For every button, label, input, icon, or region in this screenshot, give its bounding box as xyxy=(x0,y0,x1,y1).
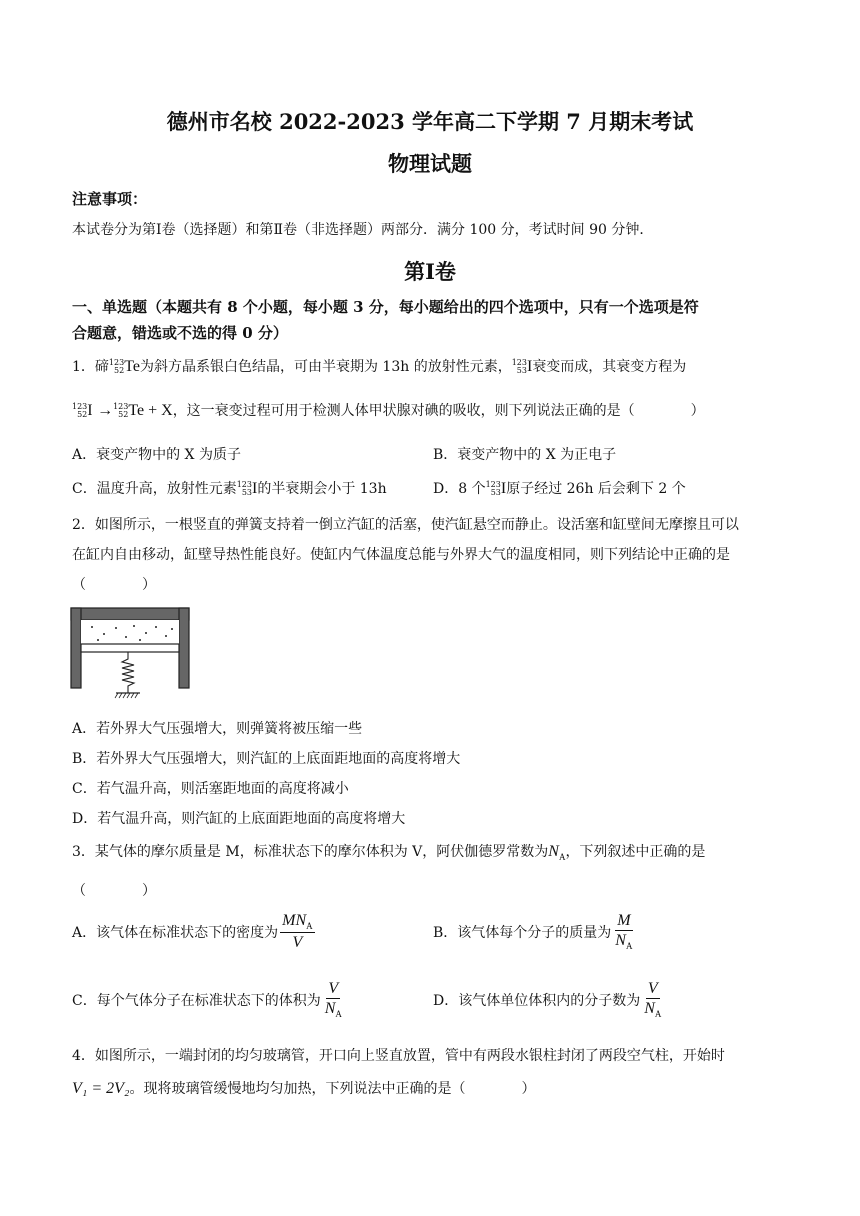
decay-arrow: → xyxy=(97,402,114,419)
q1-option-a: A．衰变产物中的 X 为质子 xyxy=(72,447,241,463)
i-nuclide: 123 53 xyxy=(511,358,527,375)
q2-option-a: A．若外界大气压强增大，则弹簧将被压缩一些 xyxy=(72,721,363,737)
q2-option-b: B．若外界大气压强增大，则汽缸的上底面距地面的高度将增大 xyxy=(72,751,461,767)
section-heading-line1: 一、单选题（本题共有 8 个小题，每小题 3 分，每小题给出的四个选项中，只有一个选项是符 xyxy=(72,298,699,316)
eq-i-nuclide: 123 52 xyxy=(72,402,88,419)
q2-option-c: C．若气温升高，则活塞距地面的高度将减小 xyxy=(72,781,349,797)
exam-subtitle: 物理试题 xyxy=(388,151,472,176)
q2-option-d: D．若气温升高，则汽缸的上底面距地面的高度将增大 xyxy=(72,811,406,827)
q4-line1: 4．如图所示，一端封闭的均匀玻璃管，开口向上竖直放置，管中有两段水银柱封闭了两段空气柱，开始时 xyxy=(72,1048,725,1064)
q1-text-d: ，这一衰变过程可用于检测人体甲状腺对碘的吸收，则下列说法正确的是（ ） xyxy=(172,403,705,419)
q1-line2 xyxy=(72,400,796,420)
q2-line2: 在缸内自由移动，缸壁导热性能良好。使缸内气体温度总能与外界大气的温度相同，则下列结论中正确的是 xyxy=(72,547,730,563)
q1-option-b: B．衰变产物中的 X 为正电子 xyxy=(433,447,617,463)
q1-text-a: 1．碲 xyxy=(72,359,109,375)
notice-text: 本试卷分为第Ⅰ卷（选择题）和第Ⅱ卷（非选择题）两部分．满分 100 分，考试时间 90 分钟． xyxy=(72,222,654,238)
section-heading-line2: 合题意，错选或不选的得 0 分） xyxy=(72,324,288,342)
mass-fraction: $\frac{M}{N_A}$ xyxy=(615,912,633,952)
eq-i-symbol: I xyxy=(87,402,93,419)
q1-text-c: 衰变而成，其衰变方程为 xyxy=(532,359,687,375)
q3-option-b: B．该气体每个分子的质量为 $\frac{M}{N_A}$ xyxy=(433,912,633,952)
q1-text-b: 为斜方晶系银白色结晶，可由半衰期为 13h 的放射性元素， xyxy=(139,359,512,375)
te-nuclide: 123 52 xyxy=(108,358,125,375)
cylinder-spring-figure xyxy=(70,607,196,705)
exam-title: 德州市名校 2022-2023 学年高二下学期 7 月期末考试 xyxy=(166,109,694,134)
q3-line1: 3．某气体的摩尔质量是 M，标准状态下的摩尔体积为 V，阿伏伽德罗常数为$N_A$，下列叙述中正确的是 xyxy=(72,843,706,863)
q1-line1 xyxy=(72,356,796,376)
q3-line2: （ ） xyxy=(72,883,156,899)
i-symbol: I xyxy=(526,358,533,375)
q3-option-c: C．每个气体分子在标准状态下的体积为 $\frac{V}{N_A}$ xyxy=(72,980,342,1020)
te-symbol: Te xyxy=(124,358,140,375)
q4-line2: V₁ = 2V₂。现将玻璃管缓慢地均匀加热，下列说法中正确的是（ ） xyxy=(72,1080,536,1097)
volume-fraction: $\frac{V}{N_A}$ xyxy=(324,980,342,1020)
eq-te-nuclide: 123 52 xyxy=(113,402,129,419)
q3-option-d: D．该气体单位体积内的分子数为 $\frac{V}{N_A}$ xyxy=(433,980,662,1020)
q1-option-c: C．温度升高，放射性元素 123 53 I的半衰期会小于 13h xyxy=(72,480,387,497)
q3-option-a: A．该气体在标准状态下的密度为 $\frac{MN_A}{V}$ xyxy=(72,912,313,951)
q1-option-d: D．8 个 123 53 I原子经过 26h 后会剩下 2 个 xyxy=(433,480,686,497)
count-fraction: $\frac{V}{N_A}$ xyxy=(644,980,662,1020)
eq-te-symbol: Te + X xyxy=(128,402,173,419)
notice-heading: 注意事项： xyxy=(72,190,148,208)
avogadro-symbol: $N_A$ xyxy=(548,843,566,863)
q2-line1: 2．如图所示，一根竖直的弹簧支持着一倒立汽缸的活塞，使汽缸悬空而静止。设活塞和缸壁间无摩擦且可以 xyxy=(72,517,739,533)
volume-equation: V₁ = 2V₂ xyxy=(72,1080,130,1097)
density-fraction: $\frac{MN_A}{V}$ xyxy=(282,912,313,951)
q2-line3: （ ） xyxy=(72,577,156,593)
part-title: 第Ⅰ卷 xyxy=(404,259,456,284)
